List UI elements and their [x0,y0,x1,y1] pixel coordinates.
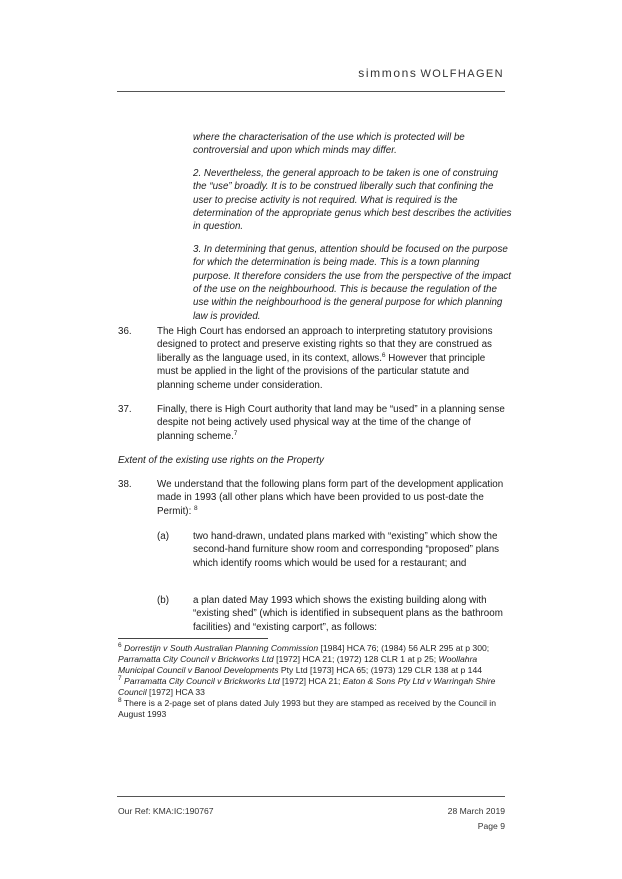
paragraph-number: 37. [118,404,132,415]
paragraph-38 [157,478,507,518]
quote-paragraph-2: 2. Nevertheless, the general approach to be taken is one of construing the “use” broadly. It is to be construed liberally such that confining the user to precise activity is not required. What is required is the determination of the appropriate genus which best describes the activities in question. [193,167,512,233]
case-citation: Dorrestijn v South Australian Planning Commission [124,643,319,653]
footnote-ref-7[interactable]: 7 [233,429,238,437]
footnote-ref-6[interactable]: 6 [381,351,386,359]
footnote-number: 7 [118,675,122,682]
footnote-text: There is a 2-page set of plans dated July 1993 but they are stamped as received by the Council in August 1993 [118,698,497,719]
footnote-ref-8[interactable]: 8 [194,504,198,512]
footnote-8 [118,698,510,720]
logo-primary: simmons [358,66,418,80]
our-reference: Our Ref: KMA:IC:190767 [118,806,214,816]
page-number: Page 9 [477,821,505,831]
paragraph-number: 38. [118,479,132,490]
quote-paragraph-1: where the characterisation of the use which is protected will be controversial and upon which minds may differ. [193,132,465,157]
paragraph-text: Finally, there is High Court authority that land may be “used” in a planning sense despite not being actively used physical way at the time of the change of planning scheme. [157,404,505,442]
footnote-text: [1972] HCA 21; [279,676,343,686]
footnotes [118,643,510,720]
case-citation: Woollahra Municipal Council v Banool Developments [118,654,478,675]
paragraph-37 [157,403,507,443]
footnote-divider [118,638,268,639]
firm-logo [358,66,504,80]
section-heading: Extent of the existing use rights on the Property [118,455,324,466]
subitem-a: two hand-drawn, undated plans marked with “existing” which show the second-hand furniture show room and corresponding “proposed” plans which identify rooms which would be used for a restaurant; and [193,531,500,569]
footer-divider [117,796,505,797]
paragraph-text-after: However that principle must be applied in the light of the provisions of the particular statute and planning scheme under consideration. [157,352,486,391]
footnote-7 [118,676,510,698]
paragraph-number: 36. [118,326,132,337]
paragraph-text: We understand that the following plans form part of the development application made in 1993 (all other plans which have been provided to us post-date the Permit): [157,479,504,517]
logo-secondary: WOLFHAGEN [420,68,504,80]
case-citation: Parramatta City Council v Brickworks Ltd [118,654,274,664]
paragraph-36 [157,325,507,392]
quote-block [193,131,513,323]
footnote-text: Pty Ltd [1973] HCA 65; (1973) 129 CLR 138 at p 144 [278,665,483,675]
footnote-text: [1972] HCA 33 [146,687,205,697]
document-date: 28 March 2019 [447,806,505,816]
footnote-number: 6 [118,642,122,649]
case-citation: Eaton & Sons Pty Ltd v Warringah Shire Council [118,676,496,697]
footnote-text: [1972] HCA 21; (1972) 128 CLR 1 at p 25; [273,654,439,664]
case-citation: Parramatta City Council v Brickworks Ltd [124,676,280,686]
header-divider [117,91,505,92]
subitem-label: (b) [157,595,169,606]
footnote-number: 8 [118,697,122,704]
subitem-b: a plan dated May 1993 which shows the existing building along with “existing shed” (which is identified in subsequent plans as the bathroom facilities) and “existing carport”, as follows: [193,595,503,633]
subitem-label: (a) [157,531,169,542]
paragraph-text: The High Court has endorsed an approach to interpreting statutory provisions designed to protect and preserve existing rights so that they are construed as liberally as the language used, in its context, allows. [157,326,493,364]
footnote-6 [118,643,510,676]
footnote-text: [1984] HCA 76; (1984) 56 ALR 295 at p 300; [318,643,490,653]
quote-paragraph-3: 3. In determining that genus, attention should be focused on the purpose for which the determination is being made. This is a town planning purpose. It therefore considers the use from the perspective of the impact of the use on the neighbourhood. This is because the regulation of the use within the neighbourhood is the general purpose for which planning law is provided. [193,243,512,322]
